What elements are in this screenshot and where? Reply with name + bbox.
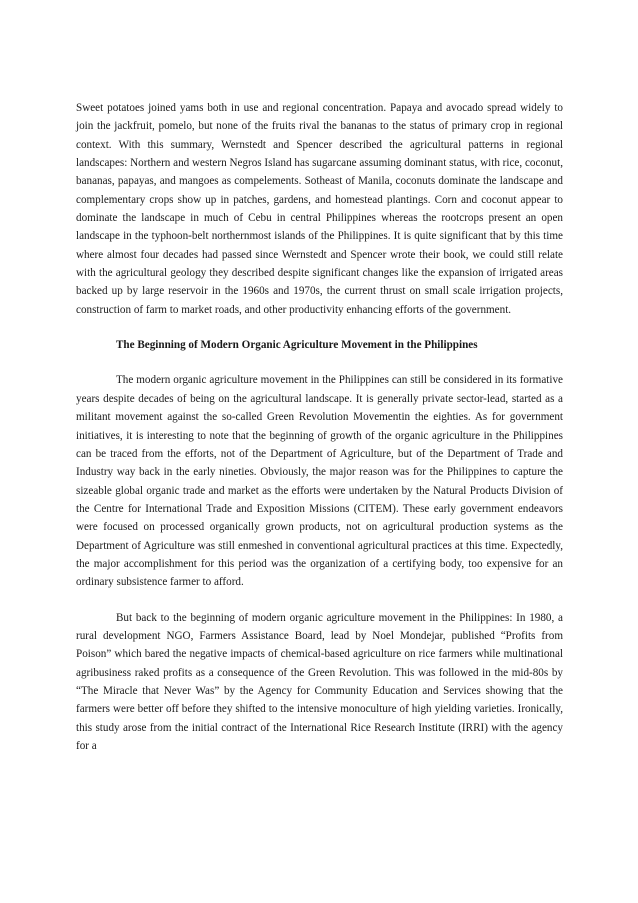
page-body — [76, 99, 563, 755]
body-paragraph-2: The modern organic agriculture movement in the Philippines can still be considered in its formative years despite decades of being on the agricultural landscape. It is generally private sector-lead, started as a militant movement against the so-called Green Revolution Movementin the eighties. As for government initiatives, it is interesting to note that the beginning of growth of the organic agriculture in the Philippines can be traced from the efforts, not of the Department of Agriculture, but of the Department of Trade and Industry way back in the early nineties. Obviously, the major reason was for the Philippines to capture the sizeable global organic trade and market as the efforts were undertaken by the Natural Products Division of the Centre for International Trade and Exposition Missions (CITEM). These early government endeavors were focused on processed organically grown products, not on agricultural production systems as the Department of Agriculture was still enmeshed in conventional agricultural practices at this time. Expectedly, the major accomplishment for this period was the organization of a certifying body, too expensive for an ordinary subsistence farmer to afford. — [76, 374, 563, 589]
section-heading: The Beginning of Modern Organic Agriculture Movement in the Philippines — [116, 339, 478, 352]
body-paragraph-3: But back to the beginning of modern organic agriculture movement in the Philippines: In 1980, a rural development NGO, Farmers Assistance Board, lead by Noel Mondejar, published “Profits from Poison” which bared the negative impacts of chemical-based agriculture on rice farmers while multinational agribusiness raked profits as a consequence of the Green Revolution. This was followed in the mid-80s by “The Miracle that Never Was” by the Agency for Community Education and Services showing that the farmers were better off before they shifted to the intensive monoculture of high yielding varieties. Ironically, this study arose from the initial contract of the International Rice Research Institute (IRRI) with the agency for a — [76, 611, 563, 752]
body-paragraph-1: Sweet potatoes joined yams both in use and regional concentration. Papaya and avocado spread widely to join the jackfruit, pomelo, but none of the fruits rival the bananas to the status of primary crop in regional context. With this summary, Wernstedt and Spencer described the agricultural patterns in regional landscapes: Northern and western Negros Island has sugarcane assuming dominant status, with rice, coconut, bananas, papayas, and mangoes as compelements. Sotheast of Manila, coconuts dominate the landscape and complementary crops show up in patches, gardens, and homestead plantings. Corn and coconut appear to dominate the landscape in much of Cebu in central Philippines whereas the rootcrops present an open landscape in the typhoon-belt northernmost islands of the Philippines. It is quite significant that by this time where almost four decades had passed since Wernstedt and Spencer wrote their book, we could still relate with the agricultural geology they described despite significant changes like the expansion of irrigated areas backed up by large reservoir in the 1960s and 1970s, the current thrust on small scale irrigation projects, construction of farm to market roads, and other productivity enhancing efforts of the government. — [76, 102, 563, 316]
